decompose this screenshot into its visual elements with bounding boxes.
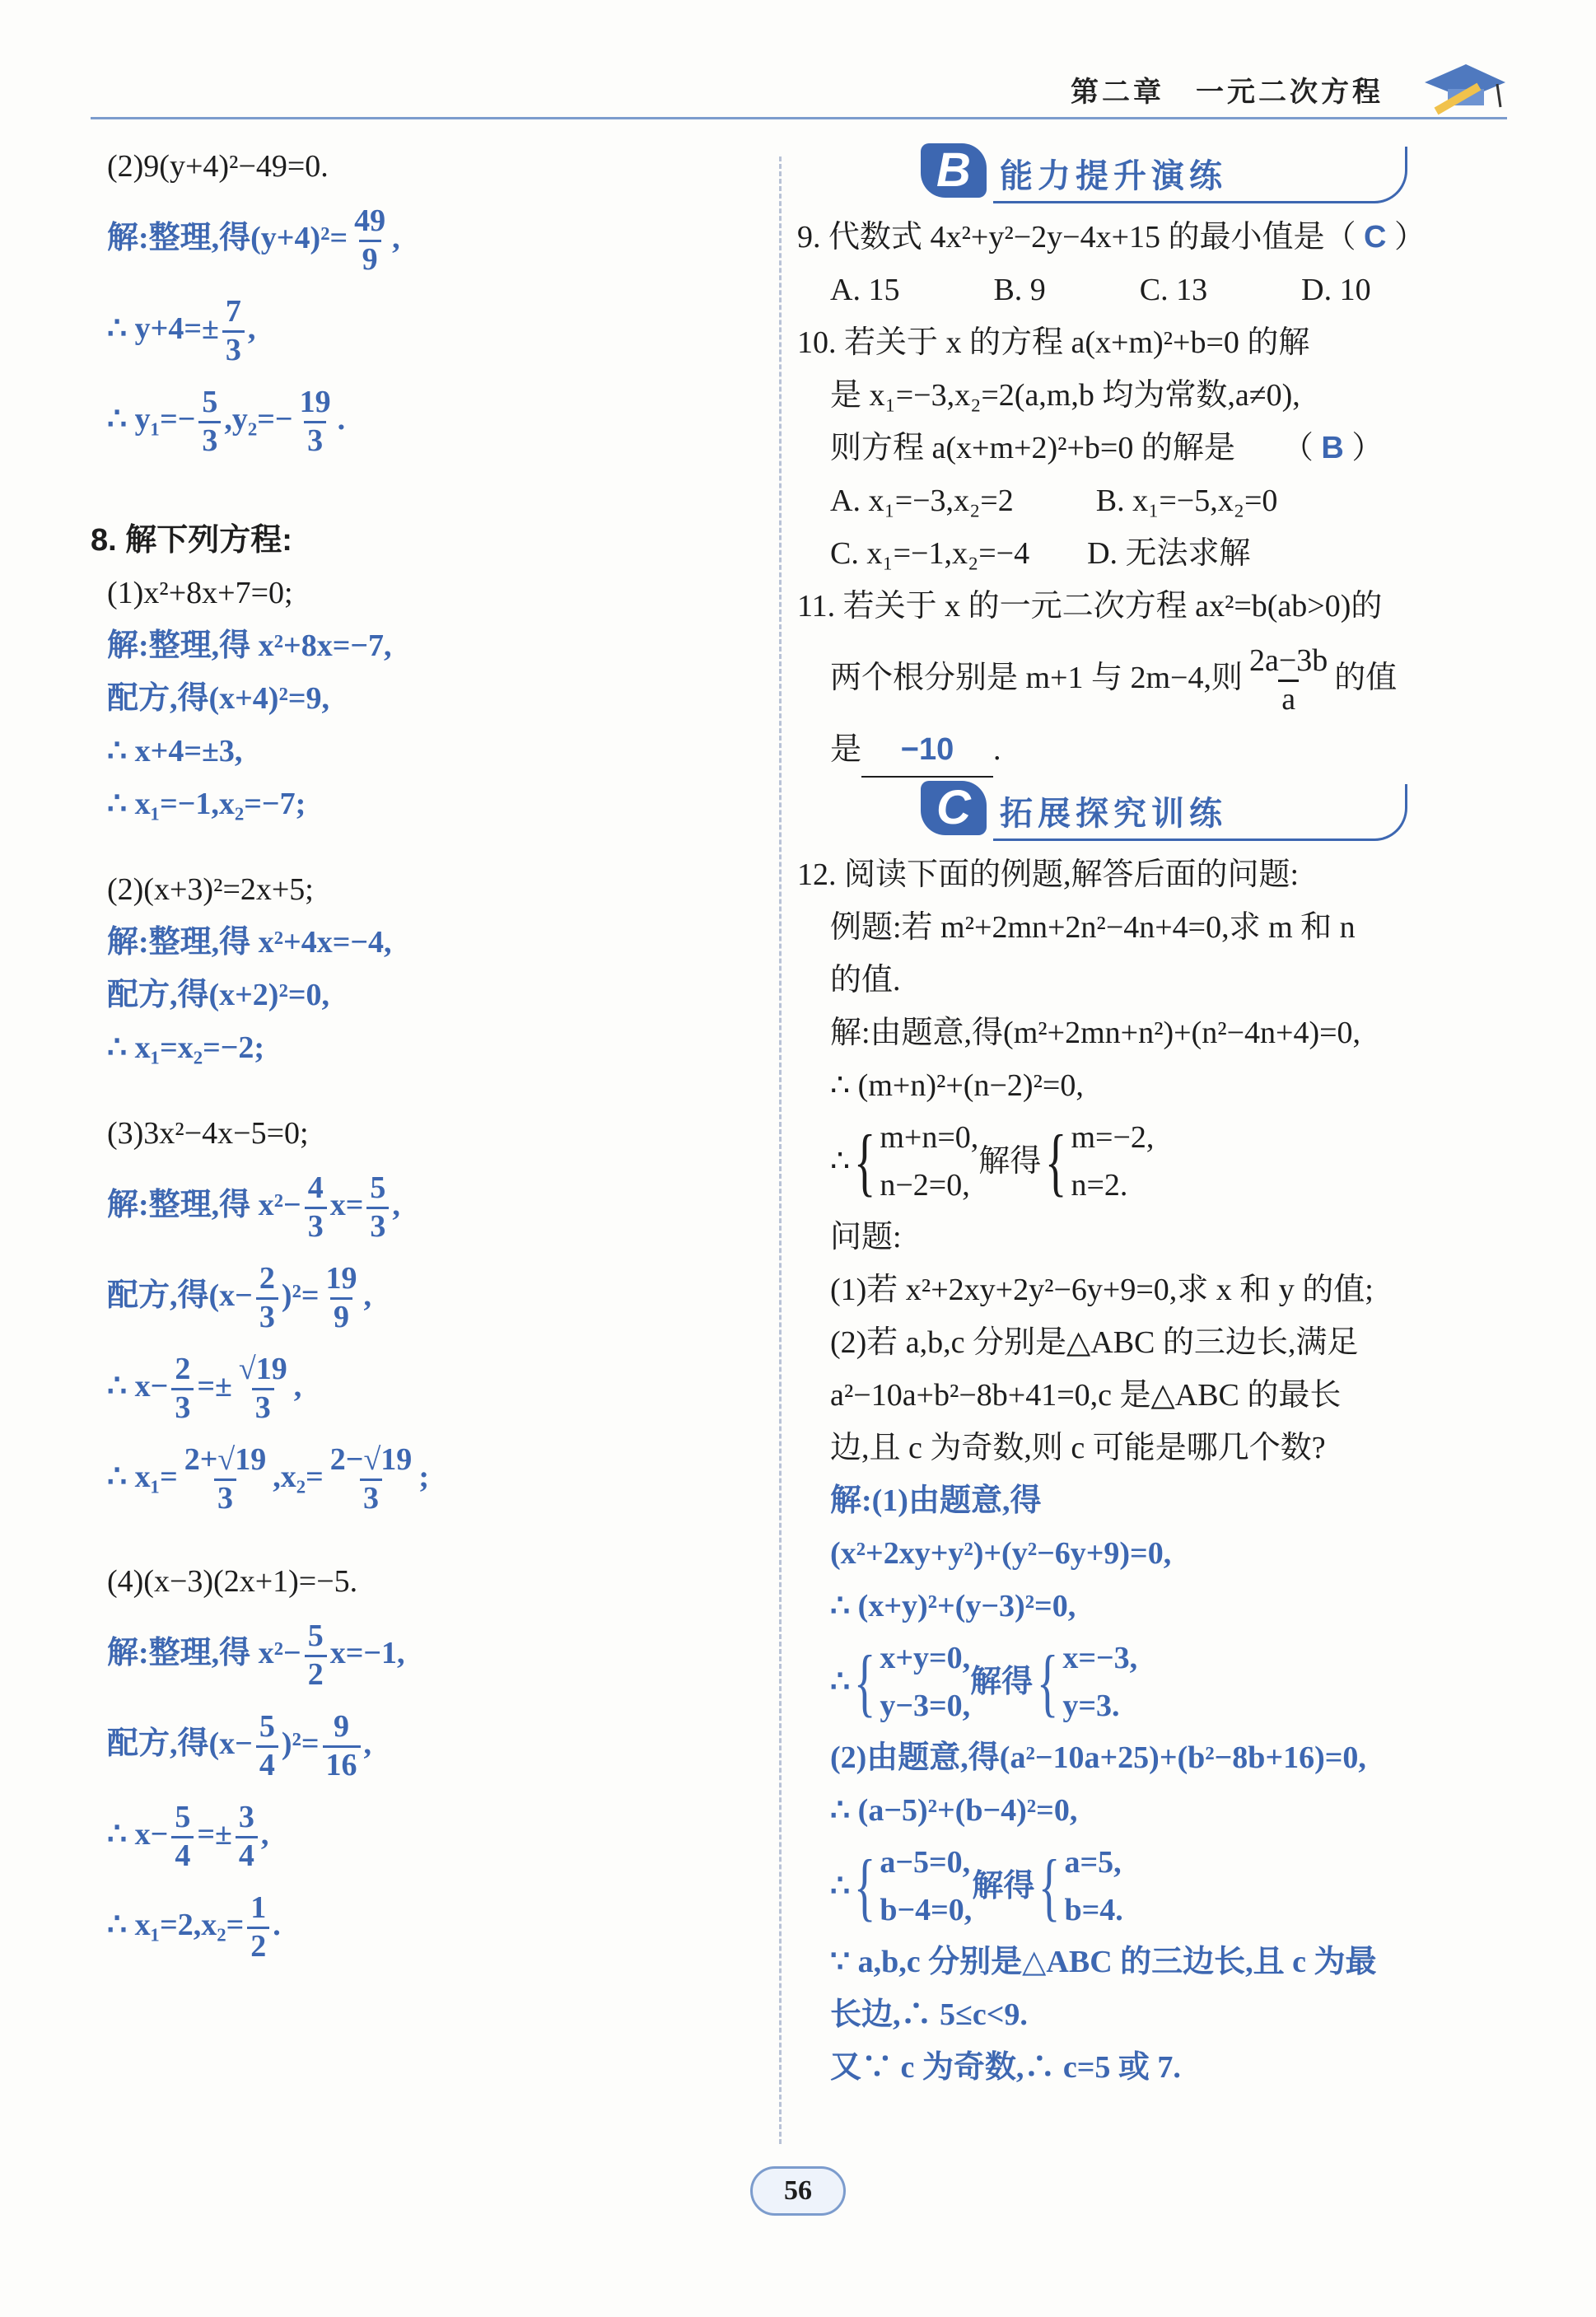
text: ∴ y+4=±	[107, 311, 219, 346]
text: ∴ x₁=2,x₂=	[107, 1908, 245, 1942]
fraction	[305, 1172, 327, 1244]
text: .	[273, 1908, 281, 1942]
q8-part1-answer4: ∴ x₁=−1,x₂=−7;	[107, 787, 306, 821]
q8-part1-answer1: 解:整理,得 x²+8x=−7,	[107, 628, 392, 663]
eq: m=−2,	[1071, 1120, 1155, 1155]
denominator: 3	[214, 1478, 236, 1516]
q9-options: A. 15 B. 9 C. 13 D. 10	[830, 273, 1371, 307]
q12-example3: 解:由题意,得(m²+2mn+n²)+(n²−4n+4)=0,	[830, 1016, 1361, 1050]
fraction	[327, 1441, 416, 1516]
q8-part1-answer3: ∴ x+4=±3,	[107, 734, 243, 768]
q8-part1-answer2: 配方,得(x+4)²=9,	[107, 681, 330, 716]
graduation-cap-pencil-icon	[1408, 49, 1507, 124]
fraction	[323, 1260, 361, 1334]
q8-part4-answer1	[107, 1608, 758, 1698]
denominator: 3	[366, 1207, 389, 1244]
q8-part2-answer3: ∴ x₁=x₂=−2;	[107, 1030, 265, 1065]
fraction	[305, 1620, 327, 1692]
q12-question2a: (2)若 a,b,c 分别是△ABC 的三边长,满足	[830, 1325, 1359, 1360]
system	[1062, 1634, 1137, 1730]
text: 解:整理,得 x²−	[107, 1188, 301, 1222]
column-divider	[779, 156, 782, 2144]
spacer	[107, 830, 758, 863]
text: )²=	[281, 1278, 320, 1313]
eq: y=3.	[1062, 1689, 1120, 1723]
q8-part3-answer4	[107, 1432, 758, 1522]
numerator: 5	[307, 1618, 324, 1653]
numerator: 2	[175, 1351, 191, 1386]
denominator: 4	[256, 1745, 278, 1782]
numerator: 5	[202, 384, 218, 419]
left-brace: {	[1045, 1119, 1067, 1203]
text: x=	[329, 1188, 364, 1222]
system	[880, 1634, 970, 1730]
text: 配方,得(x−	[107, 1278, 253, 1313]
text: x=−1,	[329, 1636, 405, 1670]
fraction	[296, 386, 334, 458]
text: 的值	[1334, 661, 1398, 695]
q8-part3-answer3	[107, 1341, 758, 1432]
q11-line2	[797, 633, 1472, 723]
q10-line3: 则方程 a(x+m+2)²+b=0 的解是 （ B ）	[830, 431, 1384, 465]
numerator: 3	[238, 1799, 254, 1834]
page-number-area	[0, 2166, 1596, 2216]
left-brace: {	[1037, 1640, 1059, 1724]
left-column	[91, 140, 758, 1970]
section-title: 拓展探究训练	[1000, 795, 1227, 833]
numerator: 49	[354, 203, 386, 238]
q8-part1-prompt: (1)x²+8x+7=0;	[107, 576, 293, 610]
q7-part2-answer-line2	[107, 283, 758, 374]
option-b: B. x₁=−5,x₂=0	[1095, 483, 1278, 518]
fraction	[198, 386, 221, 458]
fraction	[247, 1892, 269, 1964]
q12-example-system	[797, 1112, 1472, 1211]
denominator: 9	[359, 240, 381, 277]
left-brace: {	[854, 1640, 876, 1724]
text: ,	[392, 221, 400, 255]
page-header	[91, 49, 1507, 124]
numerator: 19	[325, 1260, 357, 1296]
q12-solution8: ∵ a,b,c 分别是△ABC 的三边长,且 c 为最	[830, 1945, 1377, 1979]
q8-title	[91, 514, 758, 567]
numerator: 2a−3b	[1248, 642, 1328, 678]
eq: x=−3,	[1062, 1641, 1138, 1675]
therefore: ∴	[830, 1665, 851, 1699]
q8-part4-answer4	[107, 1880, 758, 1970]
q12-example4: ∴ (m+n)²+(n−2)²=0,	[830, 1068, 1084, 1103]
q8-part3-prompt: (3)3x²−4x−5=0;	[107, 1116, 309, 1151]
denominator: 16	[323, 1745, 361, 1782]
fraction	[1246, 642, 1331, 717]
denominator: 2	[305, 1655, 327, 1692]
denominator: 3	[252, 1388, 274, 1425]
q12-example1: 例题:若 m²+2mn+2n²−4n+4=0,求 m 和 n	[830, 910, 1356, 945]
numerator: 4	[307, 1170, 324, 1205]
system	[880, 1114, 978, 1209]
q12-question1: (1)若 x²+2xy+2y²−6y+9=0,求 x 和 y 的值;	[830, 1273, 1374, 1307]
text: ,	[392, 1188, 400, 1222]
denominator: 4	[171, 1836, 194, 1873]
text: 解得	[972, 1869, 1035, 1904]
eq: b=4.	[1064, 1893, 1123, 1927]
numerator: 7	[225, 293, 241, 329]
fraction	[171, 1801, 194, 1873]
text: ,	[363, 1278, 372, 1313]
q12-solution3: ∴ (x+y)²+(y−3)²=0,	[830, 1589, 1076, 1623]
eq: n−2=0,	[880, 1168, 970, 1203]
fraction	[236, 1801, 258, 1873]
eq: a=5,	[1064, 1845, 1122, 1880]
section-letter: B	[921, 143, 987, 198]
denominator: 3	[256, 1297, 278, 1334]
q10-answer: B	[1321, 431, 1344, 465]
q8-part2-answer2: 配方,得(x+2)²=0,	[107, 978, 330, 1012]
q12-solution1: 解:(1)由题意,得	[830, 1483, 1042, 1518]
text: 解:整理,得(y+4)²=	[107, 221, 348, 255]
option-c: C. x₁=−1,x₂=−4	[830, 536, 1030, 571]
eq: b−4=0,	[880, 1893, 973, 1927]
numerator: 2+√19	[184, 1441, 267, 1477]
q9-answer: C	[1364, 220, 1387, 255]
denominator: 3	[304, 421, 326, 458]
text: ;	[418, 1460, 429, 1494]
q9-text: 9. 代数式 4x²+y²−2y−4x+15 的最小值是（ C ）	[797, 220, 1426, 255]
text: ,	[247, 311, 256, 346]
numerator: 9	[334, 1708, 350, 1744]
denominator: 3	[222, 330, 245, 367]
denominator: 3	[198, 421, 221, 458]
q8-part4-answer2	[107, 1698, 758, 1789]
q10-line1: 10. 若关于 x 的方程 a(x+m)²+b=0 的解	[797, 325, 1310, 360]
therefore: ∴	[830, 1144, 851, 1179]
text: ,x₂=	[273, 1460, 324, 1494]
section-letter: C	[921, 781, 987, 835]
text: .	[993, 732, 1001, 767]
fraction	[256, 1260, 278, 1334]
q12-solution2: (x²+2xy+y²)+(y²−6y+9)=0,	[830, 1536, 1172, 1571]
text: 两个根分别是 m+1 与 2m−4,则	[830, 661, 1243, 695]
fraction	[236, 1353, 291, 1425]
eq: a−5=0,	[880, 1845, 971, 1880]
left-brace: {	[1038, 1844, 1061, 1928]
eq: n=2.	[1071, 1168, 1128, 1203]
section-c-banner	[921, 781, 1472, 840]
eq: m+n=0,	[880, 1120, 979, 1155]
text: ∴ x−	[107, 1817, 169, 1852]
denominator: a	[1278, 680, 1299, 717]
page-number: 56	[750, 2166, 846, 2216]
numerator: 1	[250, 1890, 267, 1925]
section-b-banner	[921, 143, 1472, 203]
header-rule	[91, 117, 1507, 119]
denominator: 3	[305, 1207, 327, 1244]
text: )²=	[281, 1726, 320, 1761]
q10-line2: 是 x₁=−3,x₂=2(a,m,b 均为常数,a≠0),	[830, 378, 1300, 413]
q7-part2-answer-line3	[107, 374, 758, 465]
chapter-title: 第二章 一元二次方程	[1071, 77, 1384, 108]
fraction	[222, 293, 245, 367]
q8-part2-answer1: 解:整理,得 x²+4x=−4,	[107, 925, 392, 960]
system	[1071, 1114, 1154, 1209]
q10-options-ab	[797, 474, 1472, 527]
text: ,	[293, 1369, 302, 1404]
text: =±	[197, 1817, 232, 1852]
spacer	[107, 1522, 758, 1555]
left-brace: {	[854, 1119, 876, 1203]
text: 配方,得(x−	[107, 1726, 253, 1761]
fraction	[256, 1708, 278, 1782]
text: .	[337, 402, 346, 437]
q12-solution9: 长边,∴ 5≤c<9.	[830, 1997, 1028, 2032]
q8-part4-prompt: (4)(x−3)(2x+1)=−5.	[107, 1564, 358, 1599]
denominator: 9	[330, 1297, 352, 1334]
q12-solution-system1	[797, 1633, 1472, 1731]
q12-question2c: 边,且 c 为奇数,则 c 可能是哪几个数?	[830, 1431, 1326, 1465]
denominator: 2	[247, 1927, 269, 1964]
q12-question2b: a²−10a+b²−8b+41=0,c 是△ABC 的最长	[830, 1378, 1342, 1413]
q11-line3	[797, 723, 1472, 778]
left-brace: {	[854, 1844, 876, 1928]
fraction	[171, 1353, 194, 1425]
q8-part3-answer1	[107, 1160, 758, 1250]
text: ,	[363, 1726, 372, 1761]
fraction	[351, 205, 389, 277]
system	[1065, 1838, 1123, 1934]
q12-solution5: (2)由题意,得(a²−10a+25)+(b²−8b+16)=0,	[830, 1740, 1366, 1775]
numerator: 2	[259, 1260, 275, 1296]
fraction	[323, 1708, 361, 1782]
fraction	[366, 1172, 389, 1244]
q7-part2-prompt: (2)9(y+4)²−49=0.	[107, 149, 329, 184]
text: 8. 解下列方程:	[91, 523, 292, 558]
right-column	[797, 140, 1472, 2094]
q12-example2: 的值.	[830, 963, 901, 997]
eq: x+y=0,	[880, 1641, 971, 1675]
text: 解得	[970, 1665, 1034, 1699]
q12-solution10: 又∵ c 为奇数,∴ c=5 或 7.	[830, 2050, 1181, 2085]
text: 9. 代数式 4x²+y²−2y−4x+15 的最小值是	[797, 220, 1325, 255]
text: 解:整理,得 x²−	[107, 1636, 301, 1670]
q8-part4-answer3	[107, 1789, 758, 1880]
numerator: 5	[175, 1799, 191, 1834]
numerator: √19	[238, 1351, 287, 1386]
system	[880, 1838, 972, 1934]
denominator: 4	[236, 1836, 258, 1873]
text: 解得	[978, 1144, 1042, 1179]
text: ∴ y₁=−	[107, 402, 196, 437]
option-a: A. x₁=−3,x₂=2	[830, 483, 1014, 518]
numerator: 5	[370, 1170, 386, 1205]
q7-part2-answer-line1	[107, 193, 758, 283]
q11-answer: −10	[861, 723, 993, 778]
q8-part3-answer2	[107, 1250, 758, 1341]
q12-question-title: 问题:	[830, 1220, 902, 1254]
fraction	[181, 1441, 270, 1516]
q10-options-cd	[797, 527, 1472, 580]
text: =±	[197, 1369, 232, 1404]
text: 是	[830, 732, 862, 767]
denominator: 3	[360, 1478, 382, 1516]
text: ∴ x₁=	[107, 1460, 178, 1494]
denominator: 3	[171, 1388, 194, 1425]
eq: y−3=0,	[880, 1689, 971, 1723]
therefore: ∴	[830, 1869, 851, 1904]
text: ,y₂=−	[224, 402, 293, 437]
q12-solution-system2	[797, 1837, 1472, 1936]
spacer	[107, 1074, 758, 1107]
spacer	[107, 465, 758, 514]
q11-line1: 11. 若关于 x 的一元二次方程 ax²=b(ab>0)的	[797, 589, 1383, 624]
numerator: 19	[299, 384, 331, 419]
numerator: 2−√19	[329, 1441, 413, 1477]
q12-solution6: ∴ (a−5)²+(b−4)²=0,	[830, 1793, 1078, 1828]
text: ,	[260, 1817, 269, 1852]
q8-part2-prompt: (2)(x+3)²=2x+5;	[107, 872, 314, 907]
text: 则方程 a(x+m+2)²+b=0 的解是	[830, 431, 1235, 465]
option-d: D. 无法求解	[1087, 536, 1251, 571]
numerator: 5	[259, 1708, 275, 1744]
text: ∴ x−	[107, 1369, 169, 1404]
section-title: 能力提升演练	[1000, 157, 1227, 195]
q12-title: 12. 阅读下面的例题,解答后面的问题:	[797, 857, 1300, 892]
